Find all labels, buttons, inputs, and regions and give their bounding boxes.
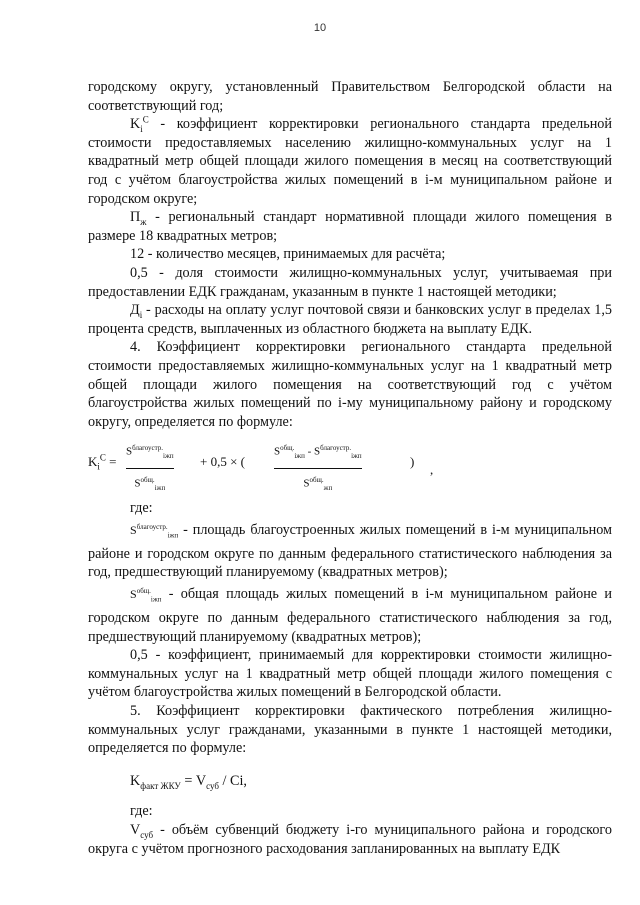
fraction-bar <box>274 468 362 469</box>
paragraph-text: - общая площадь жилых помещений в i-м муниципальном районе и городском округе по данным федерального статистического наблюдения за год, предшествующий планируемому (квадратных метров); <box>88 586 612 645</box>
paragraph-kic-definition <box>88 115 612 208</box>
formula-sub: суб <box>206 780 219 791</box>
fraction-numerator <box>126 439 174 465</box>
paragraph-text: - региональный стандарт нормативной площади жилого помещения в размере 18 квадратных метров; <box>88 209 612 244</box>
symbol: V <box>130 821 141 838</box>
s-symbol: S <box>314 445 321 458</box>
sub-label: iжп <box>150 595 162 604</box>
formula-rest: / Ci, <box>218 772 247 789</box>
paragraph-di-definition <box>88 301 612 338</box>
s-symbol: S <box>126 445 133 458</box>
formula-sup: C <box>99 452 106 463</box>
fraction-1 <box>126 439 174 497</box>
paragraph-section-4: 4. Коэффициент корректировки регионального стандарта предельной стоимости предоставляемых жилищно-коммунальных услуг на 1 квадратный метр общей площади жилого помещения на соответствующий год с учётом благоустройства жилых помещений по i-му муниципальному району и городскому округу, определяется по формуле: <box>88 339 612 430</box>
page-number: 10 <box>313 22 327 34</box>
paragraph-vsub-definition <box>88 821 612 858</box>
sub-label: iжп <box>167 531 179 540</box>
document-body <box>88 78 612 858</box>
sub-label: жп <box>323 483 333 492</box>
sup-label: общ. <box>309 475 324 484</box>
s-symbol: S <box>134 477 141 490</box>
sub-label: iжп <box>154 483 166 492</box>
formula-kfakt <box>88 772 612 791</box>
symbol-sub: суб <box>140 829 154 840</box>
symbol: П <box>130 209 141 226</box>
s-symbol: S <box>303 477 310 490</box>
paragraph-pzh-definition <box>88 208 612 245</box>
formula-comma: , <box>430 462 434 478</box>
sup-label: благоустр. <box>136 522 168 531</box>
symbol: K <box>130 116 141 133</box>
formula-operator: + 0,5 × ( <box>200 454 245 470</box>
paragraph-text: - расходы на оплату услуг почтовой связи и банковских услуг в пределах 1,5 процента средств, выплаченных из областного бюджета на выплату ЕДК. <box>88 302 612 337</box>
inline-symbol <box>130 522 179 540</box>
minus-sign: - <box>307 445 312 458</box>
sup-label: благоустр. <box>320 444 352 453</box>
s-symbol: S <box>130 522 137 537</box>
paragraph: 12 - количество месяцев, принимаемых для расчёта; <box>130 246 446 263</box>
sup-label: общ. <box>280 444 295 453</box>
formula-sub: факт ЖКУ <box>140 780 181 791</box>
paragraph: 0,5 - коэффициент, принимаемый для корректировки стоимости жилищно-коммунальных услуг на 1 квадратный метр общей площади жилого помещения с учётом благоустройства жилых помещений в Белгородской области. <box>88 647 612 701</box>
paragraph-s-blag-definition <box>88 518 612 582</box>
fraction-denominator <box>126 471 174 497</box>
fraction-numerator <box>274 439 362 465</box>
where-label: где: <box>130 500 153 517</box>
symbol-sub: ж <box>140 216 147 227</box>
paragraph: городскому округу, установленный Правительством Белгородской области на соответствующий год; <box>88 79 612 114</box>
paragraph: 0,5 - доля стоимости жилищно-коммунальных услуг, учитываемая при предоставлении ЕДК гражданам, указанным в пункте 1 настоящей методики; <box>88 264 612 300</box>
formula-eq: = <box>109 454 117 470</box>
sup-label: общ. <box>136 587 151 596</box>
paragraph-text: - площадь благоустроенных жилых помещений в i-м муниципальном районе и городском округе по данным федерального статистического наблюдения за год, предшествующий планируемому (квадратных метров); <box>88 521 612 581</box>
where-label: где: <box>130 803 153 820</box>
formula-symbol: K <box>130 772 141 789</box>
sub-label: iжп <box>294 452 305 461</box>
fraction-denominator <box>274 471 362 497</box>
symbol-sub: i <box>139 309 143 320</box>
formula-symbol: K <box>88 454 98 470</box>
formula-sub: i <box>97 461 100 472</box>
paragraph-text: - коэффициент корректировки регионального стандарта предельной стоимости предоставляемых населению жилищно-коммунальных услуг на 1 квадратный метр общей площади жилого помещения в месяц на соответствующий год с учётом благоустройства жилых помещений в i-м муниципальном районе и городском округе; <box>88 116 612 207</box>
sup-label: благоустр. <box>132 444 164 453</box>
paragraph-text: - объём субвенций бюджету i-го муниципального района и городского округа с учётом прогнозного расходования запланированных на выплату ЕДК <box>88 821 612 857</box>
s-symbol: S <box>130 587 137 602</box>
symbol-sup: C <box>142 114 149 125</box>
formula-close-paren: ) <box>410 454 415 470</box>
sub-label: iжп <box>163 452 174 461</box>
paragraph-section-5: 5. Коэффициент корректировки фактического потребления жилищно-коммунальных услуг гражданами, указанными в пункте 1 настоящей методики, определяется по формуле: <box>88 703 612 757</box>
paragraph-s-obsh-definition <box>88 582 612 646</box>
fraction-bar <box>126 468 174 469</box>
formula-lhs <box>88 453 117 472</box>
symbol: Д <box>130 302 140 319</box>
formula-eq: = V <box>180 772 207 789</box>
inline-symbol <box>130 587 162 604</box>
sup-label: общ. <box>140 475 155 484</box>
s-symbol: S <box>274 445 281 458</box>
symbol-sub: i <box>140 124 143 135</box>
formula-kic <box>88 437 612 493</box>
fraction-2 <box>274 439 362 497</box>
sub-label: iжп <box>351 452 362 461</box>
